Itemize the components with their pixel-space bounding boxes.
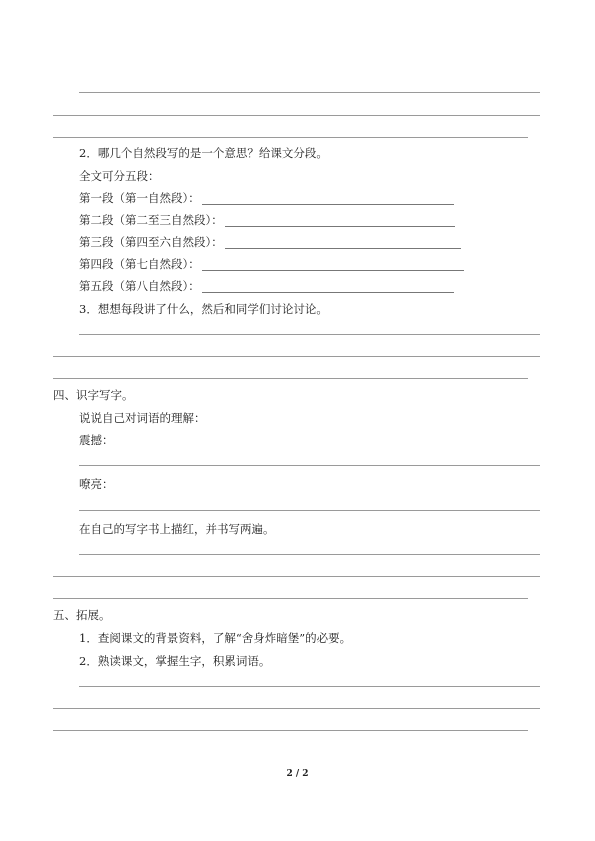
segment-label: 第一段（第一自然段）： (79, 191, 200, 205)
word-1-label: 震撼： (79, 433, 114, 447)
section-4-heading: 四、识字写字。 (53, 388, 134, 402)
segment-answer-blank[interactable] (202, 192, 454, 205)
answer-line (53, 576, 540, 577)
segment-label: 第二段（第二至三自然段）： (79, 213, 223, 227)
section-5-item-2: 2．熟读课文，掌握生字，积累词语。 (79, 654, 271, 668)
segment-row-4 (79, 257, 464, 271)
segment-row-3 (79, 235, 461, 249)
section-4-task: 在自己的写字书上描红，并书写两遍。 (79, 522, 275, 536)
answer-line (53, 137, 528, 138)
segment-answer-blank[interactable] (225, 236, 461, 249)
answer-line (79, 510, 540, 511)
segment-row-1 (79, 191, 454, 205)
word-2-label: 嘹亮： (79, 477, 114, 491)
answer-line (79, 686, 540, 687)
answer-line (79, 465, 540, 466)
answer-line (53, 730, 528, 731)
segment-answer-blank[interactable] (202, 280, 454, 293)
question-3: 3．想想每段讲了什么，然后和同学们讨论讨论。 (79, 302, 328, 316)
segment-row-2 (79, 213, 455, 227)
answer-line (53, 378, 528, 379)
answer-line (53, 115, 540, 116)
segment-label: 第五段（第八自然段）： (79, 279, 200, 293)
segment-answer-blank[interactable] (225, 214, 455, 227)
section-4-prompt: 说说自己对词语的理解： (79, 411, 206, 425)
segment-answer-blank[interactable] (202, 258, 464, 271)
question-2: 2．哪几个自然段写的是一个意思？给课文分段。 (79, 146, 328, 160)
segment-label: 第四段（第七自然段）： (79, 257, 200, 271)
answer-line (53, 708, 540, 709)
section-5-item-1: 1．查阅课文的背景资料，了解“舍身炸暗堡”的必要。 (79, 631, 352, 645)
segment-intro: 全文可分五段： (79, 169, 160, 183)
answer-line (79, 554, 540, 555)
section-5-heading: 五、拓展。 (53, 608, 111, 622)
answer-line (53, 598, 528, 599)
segment-label: 第三段（第四至六自然段）： (79, 235, 223, 249)
page-number: 2 / 2 (286, 769, 309, 779)
answer-line (53, 356, 540, 357)
answer-line (79, 334, 540, 335)
segment-row-5 (79, 279, 454, 293)
answer-line (79, 92, 540, 93)
